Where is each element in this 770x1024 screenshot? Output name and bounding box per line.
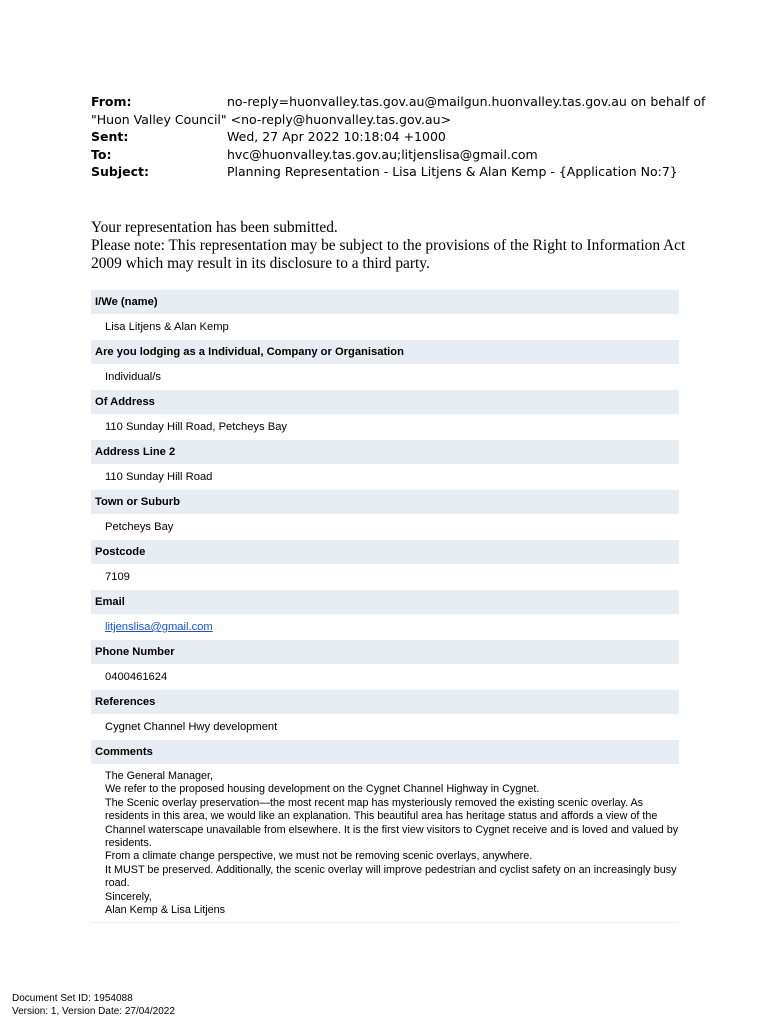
to-value: hvc@huonvalley.tas.gov.au;litjenslisa@gmail.com — [227, 146, 538, 162]
address-label: Of Address — [91, 390, 679, 414]
document-set-id: Document Set ID: 1954088 — [12, 993, 133, 1004]
rti-notice: Please note: This representation may be subject to the provisions of the Right to Information Act 2009 which may result in its disclosure to a third party. — [91, 237, 686, 272]
town-value: Petcheys Bay — [105, 521, 174, 533]
version-info: Version: 1, Version Date: 27/04/2022 — [12, 1005, 175, 1017]
email-label: Email — [91, 590, 679, 614]
postcode-value: 7109 — [105, 571, 130, 583]
comments-line: From a climate change perspective, we must not be removing scenic overlays, anywhere. — [105, 850, 533, 863]
document-footer — [12, 993, 175, 1018]
comments-line: Alan Kemp & Lisa Litjens — [105, 904, 226, 917]
phone-label: Phone Number — [91, 640, 679, 664]
references-label: References — [91, 690, 679, 714]
submitted-message: Your representation has been submitted. — [91, 219, 338, 236]
comments-line: Sincerely, — [105, 890, 152, 903]
postcode-label: Postcode — [91, 540, 679, 564]
lodging-label: Are you lodging as a Individual, Company or Organisation — [91, 340, 679, 364]
phone-value: 0400461624 — [105, 671, 168, 683]
sent-row — [91, 128, 691, 146]
from-value: no-reply=huonvalley.tas.gov.au@mailgun.huonvalley.tas.gov.au on behalf of — [227, 94, 706, 109]
representation-form — [91, 290, 679, 923]
address-value: 110 Sunday Hill Road, Petcheys Bay — [105, 421, 288, 433]
name-label: I/We (name) — [91, 290, 679, 314]
address-line2-label: Address Line 2 — [91, 440, 679, 464]
from-label: From: — [91, 94, 132, 109]
sent-value: Wed, 27 Apr 2022 10:18:04 +1000 — [227, 129, 446, 144]
to-row — [91, 146, 691, 164]
comments-line: The General Manager, — [105, 770, 214, 782]
email-link[interactable]: litjenslisa@gmail.com — [105, 621, 213, 633]
subject-value: Planning Representation - Lisa Litjens & Alan Kemp - {Application No:7} — [227, 164, 678, 179]
references-value: Cygnet Channel Hwy development — [105, 721, 278, 733]
subject-label: Subject: — [91, 164, 149, 179]
address-line2-value: 110 Sunday Hill Road — [105, 471, 213, 483]
email-value — [91, 615, 679, 639]
comments-line: The Scenic overlay preservation—the most recent map has mysteriously removed the existing scenic overlay. As residents in this area, we would like an explanation. This beautiful area has heritage status and affords a view of the Channel waterscape unavailable from elsewhere. It is the first view visitors to Cygnet receive and is loved and valued by residents. — [105, 796, 679, 850]
comments-line: We refer to the proposed housing development on the Cygnet Channel Highway in Cygnet. — [105, 783, 540, 796]
to-label: To: — [91, 146, 112, 162]
comments-label: Comments — [91, 740, 679, 764]
name-value: Lisa Litjens & Alan Kemp — [105, 321, 229, 333]
from-continuation: "Huon Valley Council" <no-reply@huonvalley.tas.gov.au> — [91, 111, 452, 127]
town-label: Town or Suburb — [91, 490, 679, 514]
sent-label: Sent: — [91, 129, 129, 144]
comments-body — [91, 765, 679, 923]
comments-line: It MUST be preserved. Additionally, the scenic overlay will improve pedestrian and cyclist safety on an increasingly busy road. — [105, 863, 677, 890]
email-header — [91, 93, 706, 181]
from-row — [91, 93, 706, 111]
intro-text — [91, 219, 691, 273]
lodging-value: Individual/s — [105, 371, 161, 383]
subject-row — [91, 163, 691, 181]
